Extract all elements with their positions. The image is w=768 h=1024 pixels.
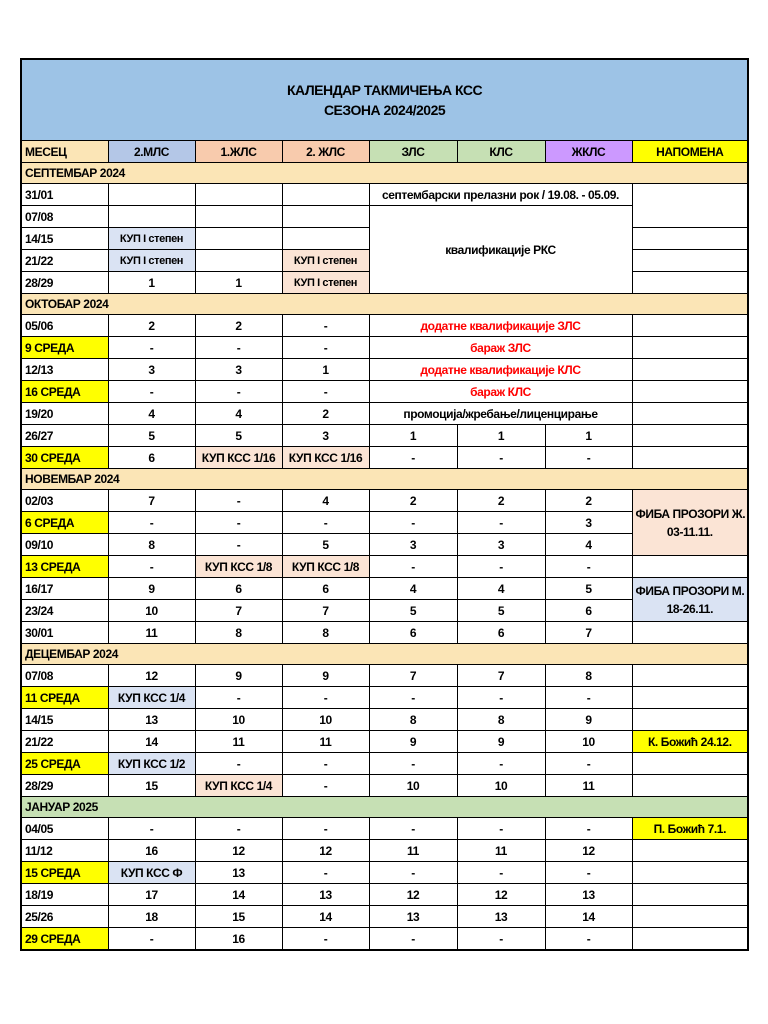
table-row [21,775,748,797]
note-cell [632,775,748,797]
cell: 16 [195,928,282,951]
cup-cell: КУП I степен [282,250,369,272]
cup-cell: КУП I степен [282,272,369,294]
cell: 5 [195,425,282,447]
fiba-men-note [632,578,748,622]
cell: - [545,687,632,709]
table-row [21,818,748,840]
date-cell: 26/27 [21,425,108,447]
cup-cell: КУП КСС Ф [108,862,195,884]
cell: 12 [108,665,195,687]
cell: 13 [282,884,369,906]
calendar-title [21,59,748,141]
cell [195,228,282,250]
table-row [21,862,748,884]
cell [108,206,195,228]
note-cell [632,665,748,687]
note-cell [632,753,748,775]
cell: - [369,556,457,578]
event-cell: додатне квалификације КЛС [369,359,632,381]
event-cell: бараж КЛС [369,381,632,403]
table-row [21,884,748,906]
cell: 5 [108,425,195,447]
fiba-women-note [632,490,748,556]
cell [282,228,369,250]
cell: 11 [195,731,282,753]
cell: 7 [108,490,195,512]
date-cell: 28/29 [21,775,108,797]
cell: - [545,928,632,951]
section-january [21,797,748,818]
header-1zls: 1.ЖЛС [195,141,282,163]
cell: - [195,490,282,512]
cell: 10 [282,709,369,731]
cell: 3 [282,425,369,447]
cell: 7 [369,665,457,687]
cell [195,184,282,206]
cell: - [545,862,632,884]
christmas-note: К. Божић 24.12. [632,731,748,753]
cell: - [369,818,457,840]
cell [282,184,369,206]
cell: - [457,556,545,578]
cell: 12 [369,884,457,906]
table-row [21,687,748,709]
note-cell [632,250,748,272]
cell: 8 [545,665,632,687]
cell: 6 [457,622,545,644]
cell: - [282,818,369,840]
cell: - [108,928,195,951]
date-cell: 28/29 [21,272,108,294]
note-cell [632,906,748,928]
note-cell [632,447,748,469]
date-cell: 31/01 [21,184,108,206]
cell: 1 [369,425,457,447]
table-row [21,425,748,447]
cup-cell: КУП КСС 1/2 [108,753,195,775]
cell: 12 [545,840,632,862]
cell: - [108,512,195,534]
header-kls: КЛС [457,141,545,163]
cell: 15 [108,775,195,797]
cell: - [282,775,369,797]
cell: 10 [545,731,632,753]
cell: 14 [108,731,195,753]
cell: 4 [282,490,369,512]
event-cell: промоција/жребање/лиценцирање [369,403,632,425]
date-cell: 25/26 [21,906,108,928]
cell: 9 [195,665,282,687]
table-row [21,906,748,928]
cell: 7 [195,600,282,622]
cell [195,250,282,272]
cell: 14 [282,906,369,928]
cell [195,206,282,228]
table-row [21,840,748,862]
date-cell: 04/05 [21,818,108,840]
cell: 3 [108,359,195,381]
cell: 17 [108,884,195,906]
note-cell [632,381,748,403]
cell: 4 [457,578,545,600]
cell: - [457,687,545,709]
date-cell: 21/22 [21,731,108,753]
note-cell [632,709,748,731]
date-cell: 9 СРЕДА [21,337,108,359]
table-row [21,709,748,731]
cell: - [369,687,457,709]
cell: - [282,687,369,709]
cell: 11 [369,840,457,862]
cell: 11 [108,622,195,644]
header-2mls: 2.МЛС [108,141,195,163]
cell: 5 [282,534,369,556]
cell: - [457,862,545,884]
cell: 4 [195,403,282,425]
header-note: НАПОМЕНА [632,141,748,163]
cell: 18 [108,906,195,928]
orthodox-christmas-note: П. Божић 7.1. [632,818,748,840]
note-cell [632,315,748,337]
cell: 7 [457,665,545,687]
table-row [21,403,748,425]
cell: 9 [369,731,457,753]
header-row [21,141,748,163]
date-cell: 09/10 [21,534,108,556]
cell: - [457,512,545,534]
table-row [21,622,748,644]
cell: 10 [369,775,457,797]
date-cell: 30 СРЕДА [21,447,108,469]
note-cell [632,840,748,862]
date-cell: 07/08 [21,206,108,228]
date-cell: 05/06 [21,315,108,337]
note-cell [632,228,748,250]
date-cell: 16/17 [21,578,108,600]
note-line: 18-26.11. [666,601,714,616]
note-cell [632,425,748,447]
cell: - [545,818,632,840]
cell: - [195,337,282,359]
cell: 8 [282,622,369,644]
cell: 13 [195,862,282,884]
header-zls: ЗЛС [369,141,457,163]
table-row [21,184,748,206]
note-cell [632,359,748,381]
cell: 12 [195,840,282,862]
cell: 1 [108,272,195,294]
note-cell [632,272,748,294]
cell: 12 [282,840,369,862]
cell: 10 [195,709,282,731]
note-cell [632,862,748,884]
note-line: ФИБА ПРОЗОРИ Ж. [635,506,746,521]
cell: - [108,337,195,359]
table-row [21,928,748,951]
date-cell: 12/13 [21,359,108,381]
section-label: ОКТОБАР 2024 [21,294,748,315]
cell: 9 [108,578,195,600]
table-row [21,665,748,687]
cell: 10 [457,775,545,797]
cell: 4 [545,534,632,556]
cell: 3 [369,534,457,556]
section-label: ЈАНУАР 2025 [21,797,748,818]
title-line-1: КАЛЕНДАР ТАКМИЧЕЊА КСС [287,82,483,98]
cell: 2 [545,490,632,512]
header-zkls: ЖКЛС [545,141,632,163]
date-cell: 11/12 [21,840,108,862]
cell: 13 [108,709,195,731]
cell: 16 [108,840,195,862]
table-row [21,337,748,359]
cell: - [457,447,545,469]
section-label: СЕПТЕМБАР 2024 [21,163,748,184]
cell: 8 [369,709,457,731]
cell: 2 [282,403,369,425]
date-cell: 23/24 [21,600,108,622]
table-row [21,490,748,512]
cup-cell: КУП КСС 1/16 [282,447,369,469]
date-cell: 14/15 [21,228,108,250]
cell: 8 [195,622,282,644]
cell: - [282,512,369,534]
cell: 9 [457,731,545,753]
cup-cell: КУП I степен [108,228,195,250]
cell: - [545,447,632,469]
note-line: 03-11.11. [666,524,713,539]
title-line-2: СЕЗОНА 2024/2025 [323,102,446,118]
section-december [21,644,748,665]
date-cell: 19/20 [21,403,108,425]
cell: 15 [195,906,282,928]
event-cell: додатне квалификације ЗЛС [369,315,632,337]
table-row [21,447,748,469]
cell: - [282,862,369,884]
date-cell: 14/15 [21,709,108,731]
cell: 3 [545,512,632,534]
cell: - [282,337,369,359]
cell: 4 [108,403,195,425]
cell: - [282,315,369,337]
cell: - [195,381,282,403]
cup-cell: КУП КСС 1/4 [108,687,195,709]
note-cell [632,928,748,951]
cell: 10 [108,600,195,622]
cell: 14 [545,906,632,928]
section-label: ДЕЦЕМБАР 2024 [21,644,748,665]
competition-calendar-table [20,58,749,951]
date-cell: 11 СРЕДА [21,687,108,709]
cell: 6 [195,578,282,600]
cell: - [369,928,457,951]
cell: - [369,753,457,775]
cell: - [282,753,369,775]
cell: 4 [369,578,457,600]
note-cell [632,622,748,644]
qualifications-cell: квалификације РКС [369,206,632,294]
date-cell: 29 СРЕДА [21,928,108,951]
cell: - [282,928,369,951]
cell: - [108,556,195,578]
table-row [21,731,748,753]
cell: 3 [195,359,282,381]
cell: 1 [457,425,545,447]
cell: - [195,687,282,709]
cell: - [457,753,545,775]
section-november [21,469,748,490]
cell: 1 [545,425,632,447]
cell: 7 [545,622,632,644]
table-row [21,359,748,381]
cell: 5 [457,600,545,622]
cell [108,184,195,206]
note-cell [632,884,748,906]
date-cell: 21/22 [21,250,108,272]
cell: 2 [457,490,545,512]
cell: 3 [457,534,545,556]
cup-cell: КУП КСС 1/8 [282,556,369,578]
cell: - [369,512,457,534]
cell: 1 [195,272,282,294]
cell: 8 [457,709,545,731]
header-2zls: 2. ЖЛС [282,141,369,163]
cell: 11 [282,731,369,753]
table-row [21,556,748,578]
note-cell [632,403,748,425]
cup-cell: КУП КСС 1/4 [195,775,282,797]
cell: - [108,381,195,403]
note-cell [632,556,748,578]
date-cell: 15 СРЕДА [21,862,108,884]
note-cell [632,337,748,359]
cell: 6 [545,600,632,622]
cup-cell: КУП КСС 1/8 [195,556,282,578]
cell: 5 [545,578,632,600]
date-cell: 02/03 [21,490,108,512]
cell: 11 [545,775,632,797]
note-line: ФИБА ПРОЗОРИ М. [635,583,745,598]
section-label: НОВЕМБАР 2024 [21,469,748,490]
transfer-window-cell: септембарски прелазни рок / 19.08. - 05.09. [369,184,632,206]
cell: 13 [369,906,457,928]
cell: 9 [282,665,369,687]
cell: - [195,534,282,556]
cup-cell: КУП I степен [108,250,195,272]
cell: - [545,753,632,775]
cell: 8 [108,534,195,556]
date-cell: 07/08 [21,665,108,687]
note-cell [632,687,748,709]
cell: 11 [457,840,545,862]
header-month: МЕСЕЦ [21,141,108,163]
cell: 6 [282,578,369,600]
cell: 14 [195,884,282,906]
cell: 5 [369,600,457,622]
table-row [21,753,748,775]
cell: 2 [108,315,195,337]
date-cell: 25 СРЕДА [21,753,108,775]
date-cell: 18/19 [21,884,108,906]
cell: - [369,447,457,469]
date-cell: 6 СРЕДА [21,512,108,534]
cell: 2 [369,490,457,512]
cell: - [457,928,545,951]
section-october [21,294,748,315]
date-cell: 16 СРЕДА [21,381,108,403]
cell: 13 [545,884,632,906]
cell: - [282,381,369,403]
cell: - [195,512,282,534]
date-cell: 30/01 [21,622,108,644]
cell: - [108,818,195,840]
note-cell [632,184,748,228]
cell: 2 [195,315,282,337]
cell: 7 [282,600,369,622]
cell: 6 [369,622,457,644]
section-september [21,163,748,184]
cell: - [545,556,632,578]
cell: 6 [108,447,195,469]
table-row [21,578,748,600]
cell: - [195,818,282,840]
date-cell: 13 СРЕДА [21,556,108,578]
cell: - [369,862,457,884]
cell: - [457,818,545,840]
cell [282,206,369,228]
table-row [21,381,748,403]
cell: 9 [545,709,632,731]
cell: - [195,753,282,775]
event-cell: бараж ЗЛС [369,337,632,359]
table-row [21,315,748,337]
cell: 12 [457,884,545,906]
cell: 13 [457,906,545,928]
cup-cell: КУП КСС 1/16 [195,447,282,469]
cell: 1 [282,359,369,381]
